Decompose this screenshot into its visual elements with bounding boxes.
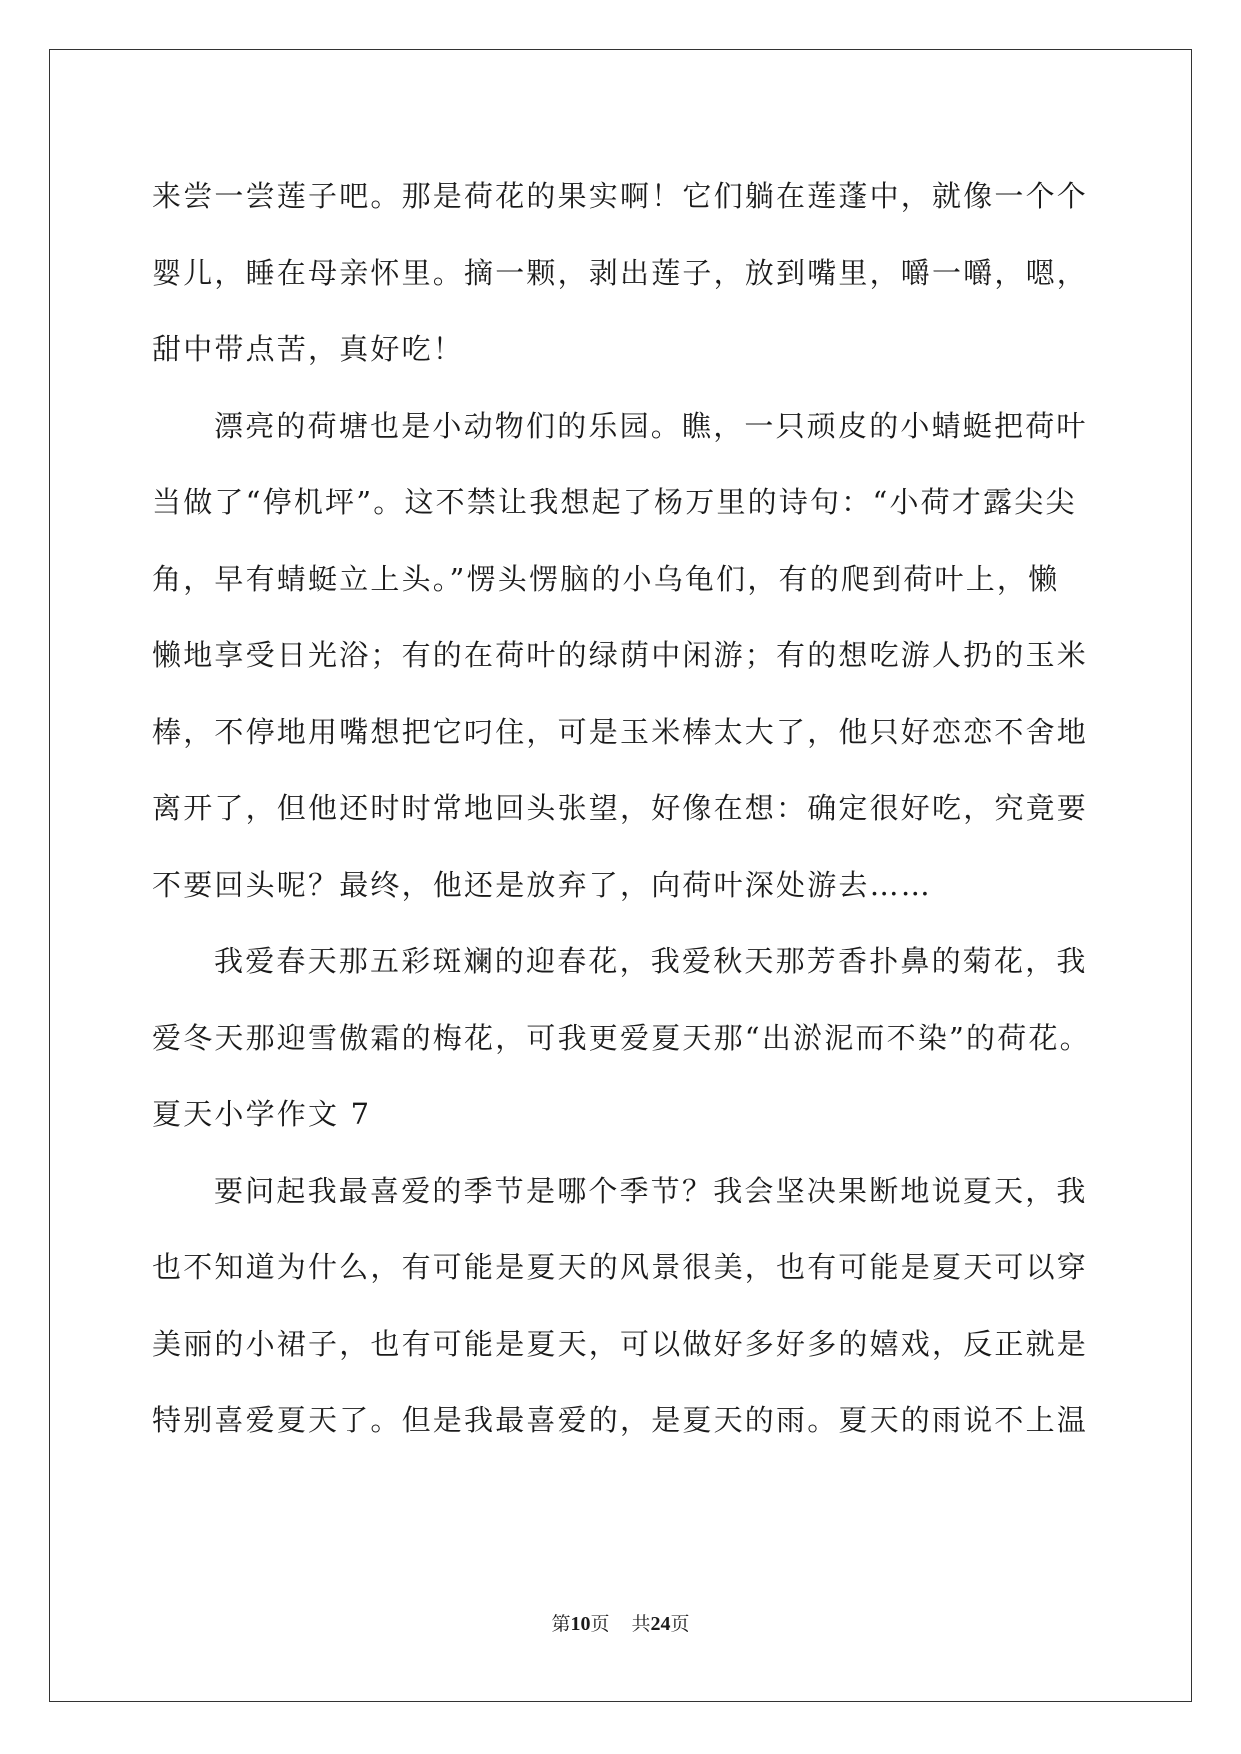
paragraph-pond-animals xyxy=(152,388,1092,924)
total-pages: 24 xyxy=(650,1613,671,1635)
text-line: 爱冬天那迎雪傲霜的梅花，可我更爱夏天那“出淤泥而不染”的荷花。 xyxy=(152,1020,1091,1055)
page-suffix: 页 xyxy=(590,1613,610,1635)
page-number: 10 xyxy=(570,1613,591,1635)
section-title-text: 夏天小学作文 7 xyxy=(152,1097,372,1131)
text-line: 漂亮的荷塘也是小动物们的乐园。瞧，一只顽皮的小蜻蜓把荷叶 xyxy=(214,408,1088,443)
text-line: 特别喜爱夏天了。但是我最喜爱的，是夏天的雨。夏天的雨说不上温 xyxy=(152,1403,1089,1437)
text-line: 也不知道为什么，有可能是夏天的风景很美，也有可能是夏天可以穿 xyxy=(152,1250,1089,1284)
total-prefix: 共 xyxy=(631,1613,651,1635)
page-prefix: 第 xyxy=(551,1613,571,1635)
text-line: 我爱春天那五彩斑斓的迎春花，我爱秋天那芳香扑鼻的菊花，我 xyxy=(214,944,1088,978)
text-line: 婴儿，睡在母亲怀里。摘一颗，剥出莲子，放到嘴里，嚼一嚼，嗯， xyxy=(152,255,1089,290)
page-footer xyxy=(0,1611,1241,1637)
text-line: 懒地享受日光浴；有的在荷叶的绿荫中闲游；有的想吃游人扔的玉米 xyxy=(152,638,1089,672)
total-suffix: 页 xyxy=(670,1613,690,1635)
document-body xyxy=(152,158,1092,1459)
paragraph-flowers xyxy=(152,923,1092,1076)
paragraph-summer-rain xyxy=(152,1153,1092,1459)
text-line: 美丽的小裙子，也有可能是夏天，可以做好多好多的嬉戏，反正就是 xyxy=(152,1326,1089,1361)
text-line: 来尝一尝莲子吧。那是荷花的果实啊！它们躺在莲蓬中，就像一个个 xyxy=(152,179,1089,213)
text-line: 角，早有蜻蜓立上头。”愣头愣脑的小乌龟们，有的爬到荷叶上，懒 xyxy=(152,561,1060,596)
text-line: 甜中带点苦，真好吃！ xyxy=(152,332,465,366)
text-line: 离开了，但他还时时常地回头张望，好像在想：确定很好吃，究竟要 xyxy=(152,791,1089,825)
text-line: 不要回头呢？最终，他还是放弃了，向荷叶深处游去…… xyxy=(152,867,933,902)
text-line: 当做了“停机坪”。这不禁让我想起了杨万里的诗句：“小荷才露尖尖 xyxy=(152,485,1077,519)
text-line: 棒，不停地用嘴想把它叼住，可是玉米棒太大了，他只好恋恋不舍地 xyxy=(152,714,1089,749)
text-line: 要问起我最喜爱的季节是哪个季节？我会坚决果断地说夏天，我 xyxy=(214,1173,1088,1208)
paragraph-lotus-seeds xyxy=(152,158,1092,388)
section-title xyxy=(152,1076,1092,1153)
